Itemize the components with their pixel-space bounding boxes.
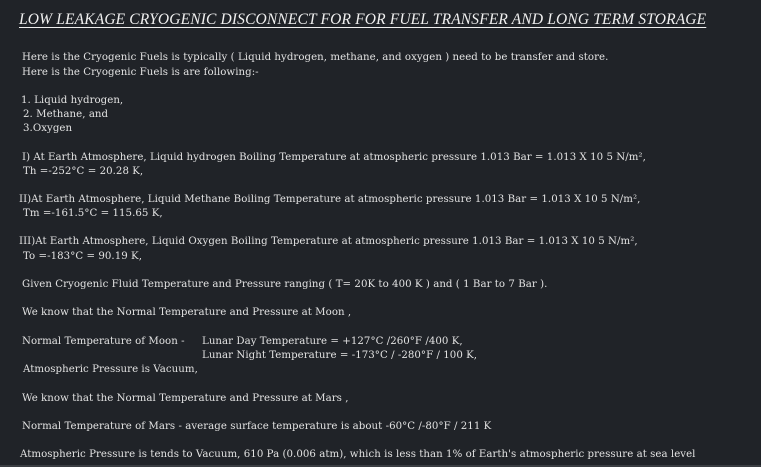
hydrogen-boiling-line: I) At Earth Atmosphere, Liquid hydrogen Boiling Temperature at atmospheric pressure 1.013 Bar = 1.013 X 10 5 N/m², (22, 152, 646, 163)
given-range-line: Given Cryogenic Fluid Temperature and Pressure ranging ( T= 20K to 400 K ) and ( 1 Bar to 7 Bar ). (22, 279, 548, 290)
hydrogen-temperature-line: Th =-252°C = 20.28 K, (23, 166, 144, 177)
mars-pressure-line: Atmospheric Pressure is tends to Vacuum, 610 Pa (0.006 atm), which is less than 1% of Earth's atmospheric pressure at sea level (20, 449, 696, 460)
moon-temperature-label: Normal Temperature of Moon - (22, 336, 185, 347)
fuel-list-item-1: 1. Liquid hydrogen, (21, 95, 124, 106)
fuel-list-item-3: 3.Oxygen (23, 123, 73, 134)
methane-temperature-line: Tm =-161.5°C = 115.65 K, (23, 208, 163, 219)
oxygen-temperature-line: To =-183°C = 90.19 K, (23, 251, 143, 262)
intro-line-2: Here is the Cryogenic Fuels is are following:- (22, 67, 259, 78)
mars-temperature-line: Normal Temperature of Mars - average surface temperature is about -60°C /-80°F / 211 K (22, 421, 492, 432)
fuel-list-item-2: 2. Methane, and (23, 109, 109, 120)
intro-line-1: Here is the Cryogenic Fuels is typically ( Liquid hydrogen, methane, and oxygen ) need to be transfer and store. (22, 52, 609, 63)
document-title: LOW LEAKAGE CRYOGENIC DISCONNECT FOR FOR FUEL TRANSFER AND LONG TERM STORAGE (19, 11, 707, 28)
moon-intro-line: We know that the Normal Temperature and Pressure at Moon , (22, 307, 352, 318)
methane-boiling-line: II)At Earth Atmosphere, Liquid Methane Boiling Temperature at atmospheric pressure 1.013 Bar = 1.013 X 10 5 N/m², (19, 194, 641, 205)
moon-day-temperature: Lunar Day Temperature = +127°C /260°F /400 K, (202, 336, 463, 347)
mars-intro-line: We know that the Normal Temperature and Pressure at Mars , (22, 393, 349, 404)
moon-pressure-line: Atmospheric Pressure is Vacuum, (23, 364, 198, 375)
moon-night-temperature: Lunar Night Temperature = -173°C / -280°F / 100 K, (202, 350, 478, 361)
oxygen-boiling-line: III)At Earth Atmosphere, Liquid Oxygen Boiling Temperature at atmospheric pressure 1.013 Bar = 1.013 X 10 5 N/m², (19, 236, 638, 247)
